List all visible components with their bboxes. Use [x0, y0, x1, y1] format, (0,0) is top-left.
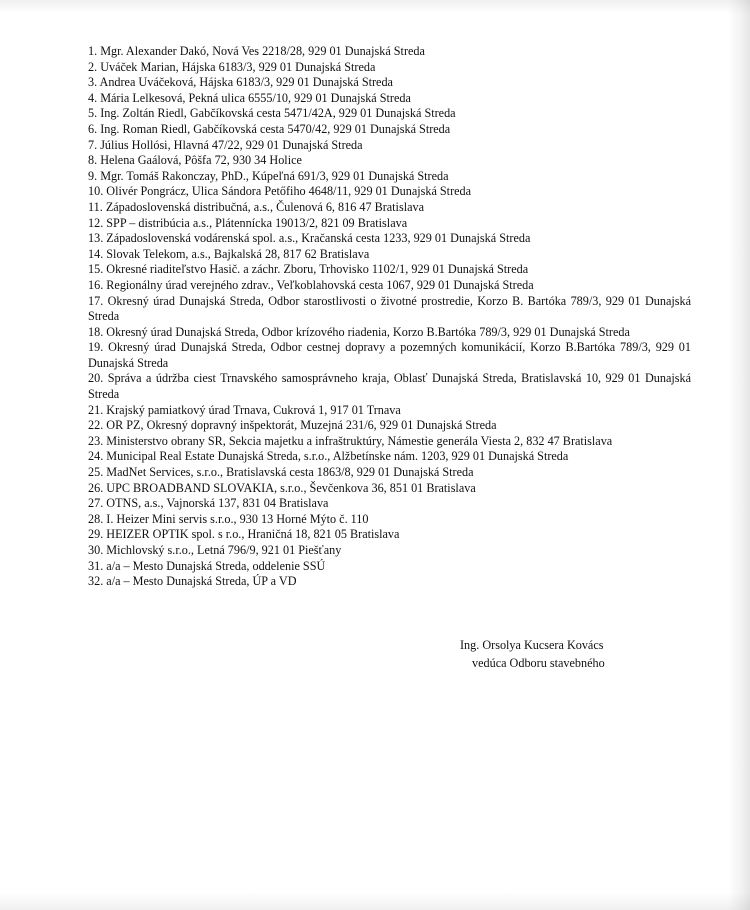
- page-top-shadow: [0, 0, 750, 14]
- list-item: 5. Ing. Zoltán Riedl, Gabčíkovská cesta 5471/42A, 929 01 Dunajská Streda: [88, 106, 456, 121]
- list-item: 7. Július Hollósi, Hlavná 47/22, 929 01 Dunajská Streda: [88, 137, 363, 152]
- list-item: 22. OR PZ, Okresný dopravný inšpektorát, Muzejná 231/6, 929 01 Dunajská Streda: [88, 418, 497, 433]
- recipient-list: [88, 44, 691, 590]
- signatory-role: vedúca Odboru stavebného: [472, 656, 605, 670]
- signature-block: [460, 636, 640, 672]
- list-item: 18. Okresný úrad Dunajská Streda, Odbor krízového riadenia, Korzo B.Bartóka 789/3, 929 01 Dunajská Streda: [88, 324, 630, 339]
- list-item: 21. Krajský pamiatkový úrad Trnava, Cukrová 1, 917 01 Trnava: [88, 402, 401, 417]
- list-item: 15. Okresné riaditeľstvo Hasič. a záchr. Zboru, Trhovisko 1102/1, 929 01 Dunajská Streda: [88, 262, 529, 277]
- list-item: 11. Západoslovenská distribučná, a.s., Čulenová 6, 816 47 Bratislava: [88, 199, 424, 214]
- list-item: 10. Olivér Pongrácz, Ulica Sándora Petőfiho 4648/11, 929 01 Dunajská Streda: [88, 184, 472, 199]
- list-item: 20. Správa a údržba ciest Trnavského samosprávneho kraja, Oblasť Dunajská Streda, Bratislavská 10, 929 01 Dunajská Streda: [88, 371, 691, 402]
- list-item: 9. Mgr. Tomáš Rakonczay, PhD., Kúpeľná 691/3, 929 01 Dunajská Streda: [88, 168, 449, 183]
- list-item: 14. Slovak Telekom, a.s., Bajkalská 28, 817 62 Bratislava: [88, 246, 370, 261]
- list-item: 27. OTNS, a.s., Vajnorská 137, 831 04 Bratislava: [88, 496, 329, 511]
- list-item: 3. Andrea Uváčeková, Hájska 6183/3, 929 01 Dunajská Streda: [88, 75, 393, 90]
- list-item: 16. Regionálny úrad verejného zdrav., Veľkoblahovská cesta 1067, 929 01 Dunajská Streda: [88, 277, 534, 292]
- list-item: 17. Okresný úrad Dunajská Streda, Odbor starostlivosti o životné prostredie, Korzo B. Bartóka 789/3, 929 01 Dunajská Streda: [88, 293, 691, 324]
- list-item: 24. Municipal Real Estate Dunajská Streda, s.r.o., Alžbetínske nám. 1203, 929 01 Dunajská Streda: [88, 449, 569, 464]
- list-item: 6. Ing. Roman Riedl, Gabčíkovská cesta 5470/42, 929 01 Dunajská Streda: [88, 121, 451, 136]
- list-item: 30. Michlovský s.r.o., Letná 796/9, 921 01 Piešťany: [88, 543, 342, 557]
- list-item: 1. Mgr. Alexander Dakó, Nová Ves 2218/28, 929 01 Dunajská Streda: [88, 44, 425, 58]
- list-item: 28. I. Heizer Mini servis s.r.o., 930 13 Horné Mýto č. 110: [88, 511, 369, 526]
- list-item: 23. Ministerstvo obrany SR, Sekcia majetku a infraštruktúry, Námestie generála Viesta 2, 832 47 Bratislava: [88, 433, 613, 448]
- list-item: 29. HEIZER OPTIK spol. s r.o., Hraničná 18, 821 05 Bratislava: [88, 527, 400, 542]
- list-item: 2. Uváček Marian, Hájska 6183/3, 929 01 Dunajská Streda: [88, 59, 376, 74]
- list-item: 32. a/a – Mesto Dunajská Streda, ÚP a VD: [88, 574, 297, 589]
- signatory-name: Ing. Orsolya Kucsera Kovács: [460, 638, 604, 652]
- page-bottom-shadow: [0, 892, 750, 910]
- list-item: 19. Okresný úrad Dunajská Streda, Odbor cestnej dopravy a pozemných komunikácií, Korzo B.Bartóka 789/3, 929 01 Dunajská Streda: [88, 340, 691, 370]
- list-item: 31. a/a – Mesto Dunajská Streda, oddelenie SSÚ: [88, 558, 326, 573]
- list-item: 25. MadNet Services, s.r.o., Bratislavská cesta 1863/8, 929 01 Dunajská Streda: [88, 465, 474, 480]
- list-item: 8. Helena Gaálová, Pôšfa 72, 930 34 Holice: [88, 153, 302, 168]
- list-item: 13. Západoslovenská vodárenská spol. a.s., Kračanská cesta 1233, 929 01 Dunajská Streda: [88, 231, 531, 246]
- list-item: 12. SPP – distribúcia a.s., Plátenníckа 19013/2, 821 09 Bratislava: [88, 215, 408, 230]
- page-right-shadow: [728, 0, 750, 910]
- list-item: 26. UPC BROADBAND SLOVAKIA, s.r.o., Ševčenkova 36, 851 01 Bratislava: [88, 480, 476, 495]
- list-item: 4. Mária Lelkesová, Pekná ulica 6555/10, 929 01 Dunajská Streda: [88, 90, 411, 105]
